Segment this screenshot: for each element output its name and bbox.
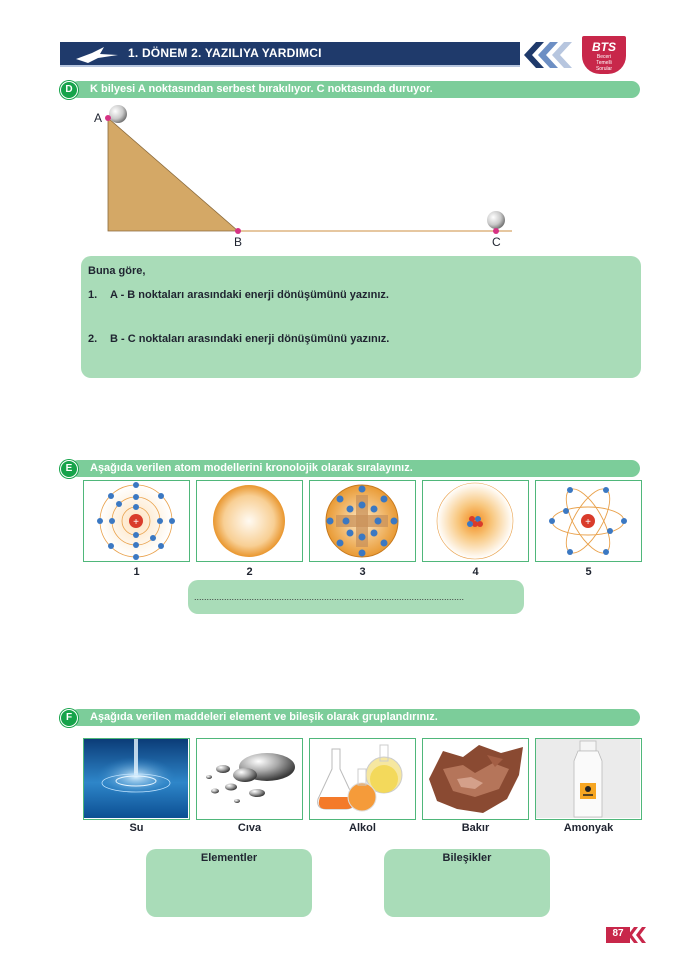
- substance-1-label: Su: [129, 822, 144, 834]
- section-f-badge: F: [60, 709, 78, 727]
- point-c-marker: [493, 228, 499, 234]
- compounds-heading: Bileşikler: [442, 852, 492, 864]
- substance-2-label: Cıva: [237, 822, 262, 834]
- atom-model-1: [83, 480, 190, 562]
- question-1-text: A - B noktaları arasındaki enerji dönüşümünü yazınız.: [110, 289, 389, 301]
- atom-model-2-label: 2: [246, 566, 253, 578]
- point-b-marker: [235, 228, 241, 234]
- copper-image: [422, 738, 529, 820]
- incline-ramp: [108, 118, 238, 231]
- section-f-prompt: Aşağıda verilen maddeleri element ve bileşik olarak gruplandırınız.: [70, 709, 640, 726]
- atom-model-1-label: 1: [133, 566, 140, 578]
- point-a-label: A: [94, 111, 103, 125]
- elements-heading: Elementler: [200, 852, 258, 864]
- water-image: [83, 738, 190, 820]
- atom-model-5: [535, 480, 642, 562]
- substance-3-label: Alkol: [349, 822, 376, 834]
- atom-model-2: [196, 480, 303, 562]
- header-stripe: [60, 65, 520, 67]
- question-1-number: 1.: [88, 289, 98, 301]
- mercury-image: [196, 738, 303, 820]
- question-2-number: 2.: [88, 333, 98, 345]
- bts-logo: BTS Beceri Temelli Sorular: [582, 36, 626, 74]
- answer-dotted-line: ............................................................................................................: [194, 592, 465, 602]
- question-intro: Buna göre,: [88, 265, 146, 277]
- atom-model-5-label: 5: [585, 566, 592, 578]
- bird-icon: [74, 45, 122, 65]
- substance-5-label: Amonyak: [563, 822, 614, 834]
- atom-model-4-label: 4: [472, 566, 479, 578]
- alcohol-image: [309, 738, 416, 820]
- ammonia-image: [535, 738, 642, 820]
- point-c-label: C: [492, 235, 501, 249]
- section-d-question-box: [81, 256, 641, 378]
- section-d-prompt: K bilyesi A noktasından serbest bırakılıyor. C noktasında duruyor.: [70, 81, 640, 98]
- svg-text:+: +: [133, 517, 139, 528]
- section-e-prompt: Aşağıda verilen atom modellerini kronolojik olarak sıralayınız.: [70, 460, 640, 477]
- page-number: 87: [612, 928, 624, 939]
- chevron-decoration-icon: [516, 40, 582, 70]
- atom-model-3-label: 3: [359, 566, 366, 578]
- section-d-badge: D: [60, 81, 78, 99]
- section-e-badge: E: [60, 460, 78, 478]
- svg-text:+: +: [585, 517, 591, 528]
- header-title: 1. DÖNEM 2. YAZILIYA YARDIMCI: [128, 46, 322, 60]
- ball-at-c: [487, 211, 505, 229]
- incline-diagram: [80, 100, 600, 240]
- substance-4-label: Bakır: [461, 822, 490, 834]
- atom-model-4: [422, 480, 529, 562]
- atom-model-3: [309, 480, 416, 562]
- point-a-marker: [105, 115, 111, 121]
- point-b-label: B: [234, 235, 243, 249]
- ball-at-a: [109, 105, 127, 123]
- question-2-text: B - C noktaları arasındaki enerji dönüşümünü yazınız.: [110, 333, 390, 345]
